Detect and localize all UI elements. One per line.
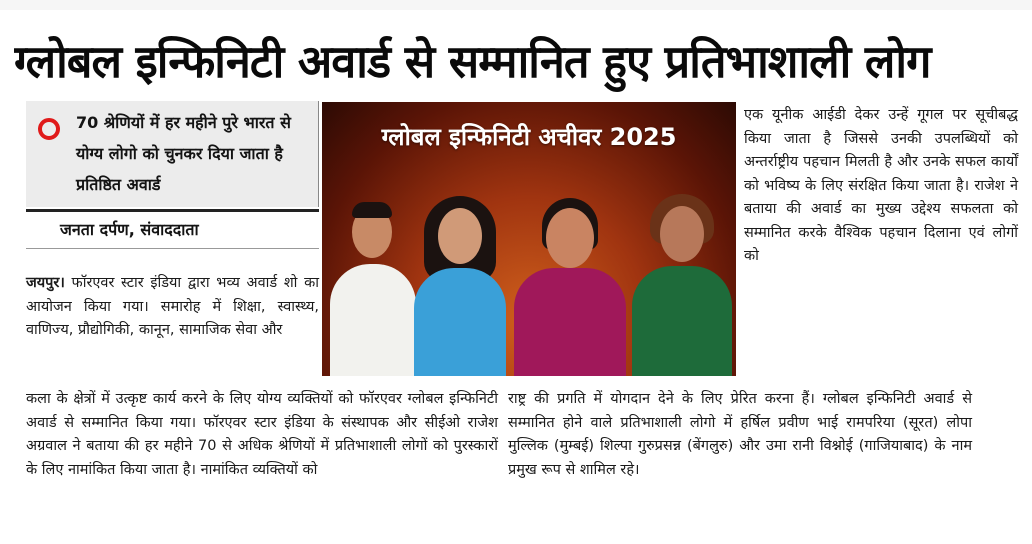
person-3 <box>508 198 632 376</box>
article-text-left: फॉरएवर स्टार इंडिया द्वारा भव्य अवार्ड शो का आयोजन किया गया। समारोह में शिक्षा, स्वास्थ्य, वाणिज्य, प्रौद्योगिकी, कानून, सामाजिक सेवा और <box>26 275 319 338</box>
photo-title: ग्लोबल इन्फिनिटी अचीवर 2025 <box>381 123 677 151</box>
highlight-box <box>26 101 319 207</box>
person-4 <box>628 192 736 376</box>
byline-rule-bottom <box>26 248 319 249</box>
headline: ग्लोबल इन्फिनिटी अवार्ड से सम्मानित हुए प्रतिभाशाली लोग <box>14 35 931 88</box>
page-top-strip <box>0 0 1032 10</box>
article-column-left <box>26 272 319 390</box>
byline: जनता दर्पण, संवाददाता <box>60 220 199 239</box>
article-column-right: एक यूनीक आईडी देकर उन्हें गूगल पर सूचीबद्ध किया जाता है जिससे उनकी उपलब्धियों को अन्तर्राष्ट्रीय पहचान मिलती है और उनके सफल कार्यों को भविष्य के लिए संरक्षित किया जाता है। राजेश ने बताया की अवार्ड का मुख्य उद्देश्य सफलता को सम्मानित करके वैश्विक पहचान दिलाना एवं लोगों को <box>744 107 1018 264</box>
award-photo <box>322 102 736 376</box>
byline-rule <box>26 209 319 212</box>
article-text-wide-right: राष्ट्र की प्रगति में योगदान देने के लिए प्रेरित करना हैं। ग्लोबल इन्फिनिटी अवार्ड से सम्मानित होने वाले प्रतिभाशाली लोगो में हर्षिल प्रवीण भाई रामपरिया (सूरत) लोपा मुल्लिक (मुम्बई) शिल्पा गुरुप्रसन्न (बेंगलुरु) और उमा रानी विश्नोई (गाजियाबाद) के नाम प्रमुख रूप से शामिल रहे। <box>508 391 972 478</box>
person-2 <box>406 194 514 376</box>
article-text-wide-left: कला के क्षेत्रों में उत्कृष्ट कार्य करने के लिए योग्य व्यक्तियों को फॉरएवर ग्लोबल इन्फिनिटी अवार्ड से सम्मानित किया गया। फॉरएवर स्टार इंडिया के संस्थापक और सीईओ राजेश अग्रवाल ने बताया की हर महीने 70 से अधिक श्रेणियों में प्रतिभाशाली लोगों को पुरस्कारों के लिए नामांकित किया जाता है। नामांकित व्यक्तियों को <box>26 391 498 478</box>
red-ring-icon <box>38 118 60 140</box>
dateline: जयपुर। <box>26 275 65 291</box>
highlight-text: 70 श्रेणियों में हर महीने पुरे भारत से योग्य लोगो को चुनकर दिया जाता है प्रतिष्ठित अवार्ड <box>76 113 291 194</box>
